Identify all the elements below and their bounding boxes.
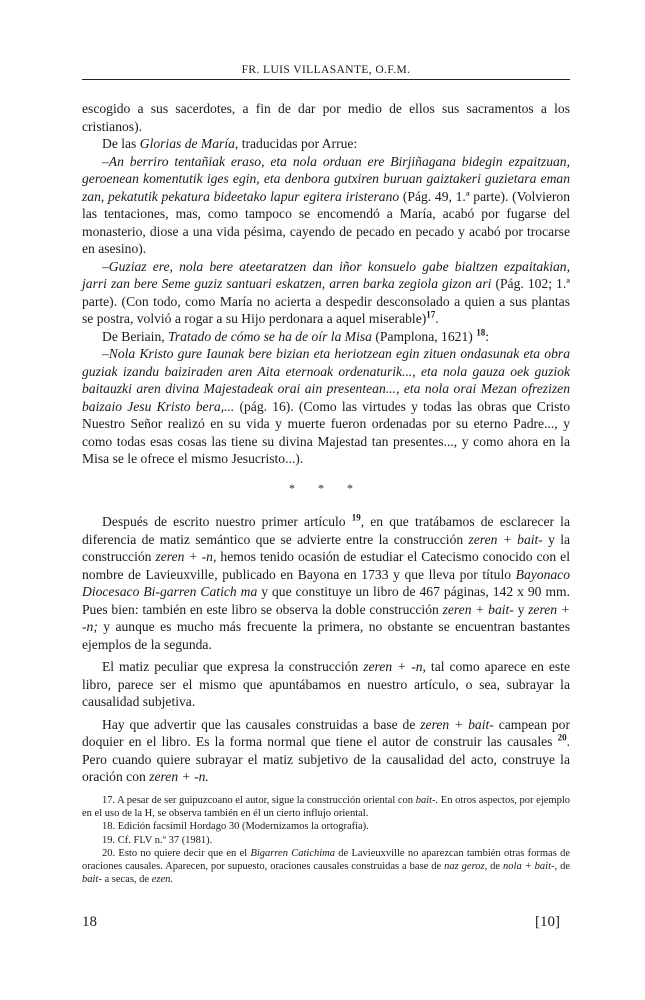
page-number-bracketed: [10]: [535, 914, 560, 930]
paragraph: De las Glorias de María, traducidas por Arrue:: [102, 136, 358, 151]
page-number: 18: [82, 914, 97, 930]
footnote-18: 18. Edición facsímil Hordago 30 (Modernizamos la ortografía).: [102, 821, 369, 833]
section-separator: * * *: [289, 480, 363, 495]
quotation: –Guziaz ere, nola bere ateetaratzen dan iñor konsuelo gabe bialtzen ezpaitakian, jarri zan bere Seme guziz santuari eskatzen, arren barka zegiola gizon ari (Pág. 102; 1.ª parte). (Con todo, como María no acierta a despedir desconsolado a quien a sus plantas se postra, volvió a rogar a su Hijo perdonara a aquel miserable)$^{17}$.: [82, 258, 570, 326]
quotation: –An berriro tentañiak eraso, eta nola orduan ere Birjiñagana bidegin ezpaitzuan, geroenean komentutik iges egin, eta denbora gutxiren buruan gaiztakeri guzietara eman zan, pekatutik pekatura bideetako lapur egitera iristerano (Pág. 49, 1.ª parte). (Volvieron las tentaciones, mas, como tampoco se encomendó a María, acabó por fugarse del monasterio, diose a una vida pésima, cayendo de pecado en pecado y acabó por trocarse en asesino).: [82, 153, 571, 256]
footnote-ref: 18: [476, 326, 486, 337]
quotation: –Nola Kristo gure Iaunak bere bizian eta heriotzean egin zituen ondasunak eta obra guziak izandu baiziraden aren Aita eternoak ordenaturik..., eta nola gauza oek guziok baitauzki aren divina Majestadeak orai ain presentean..., eta nola orai Mezan ofrezizen baizaio Jesu Kristo bera,... (pág. 16). (Como las virtudes y todas las obras que Cristo Nuestro Señor realizó en su vida y muerte fueron ordenadas por su eterno Padre..., y como todas esas cosas las tiene su divina Majestad tan presentes..., y como ahora en la Misa se le ofrece el mismo Jesucristo...).: [82, 346, 571, 466]
running-head: FR. LUIS VILLASANTE, O.F.M.: [82, 64, 570, 80]
footnote-20: 20. Esto no quiere decir que en el Bigarren Catichima de Lavieuxville no aparezcan también otras formas de oraciones causales. Aparecen, por supuesto, oraciones causales construidas a base de naz geroz, de nola + bait-, de bait- a secas, de ezen.: [82, 847, 570, 886]
paragraph: escogido a sus sacerdotes, a fin de dar por medio de ellos sus sacramentos a los cristianos).: [82, 101, 570, 134]
footnotes: [82, 794, 570, 886]
section: [82, 513, 570, 786]
main-text: [82, 100, 570, 786]
footnote-19: 19. Cf. FLV n.º 37 (1981).: [102, 834, 213, 846]
footnote-ref: 19: [351, 512, 361, 523]
footnote-ref: 17: [426, 309, 436, 320]
footnote-ref: 20: [557, 732, 567, 743]
paragraph: Después de escrito nuestro primer artículo $^{19}$, en que tratábamos de esclarecer la diferencia de matiz semántico que se advierte entre la construcción zeren + bait- y la construcción zeren + -n, hemos tenido ocasión de estudiar el Catecismo conocido con el nombre de Lavieuxville, publicado en Bayona en 1733 y que lleva por título Bayonaco Diocesaco Bi-garren Catich ma y que constituye un libro de 467 páginas, 142 x 90 mm. Pues bien: también en este libro se observa la doble construcción zeren + bait- y zeren + -n; y aunque es mucho más frecuente la primera, no obstante se encuentran bastantes ejemplos de la segunda.: [82, 512, 571, 652]
paragraph: El matiz peculiar que expresa la construcción zeren + -n, tal como aparece en este libro, parece ser el mismo que apuntábamos en nuestro artículo, o sea, subrayar la causalidad subjetiva.: [82, 659, 570, 709]
footnote-17: 17. A pesar de ser guipuzcoano el autor, sigue la construcción oriental con bait-. En otros aspectos, por ejemplo en el uso de la H, se observa también en él un cierto influjo oriental.: [82, 795, 570, 820]
page: [82, 64, 570, 786]
paragraph: Hay que advertir que las causales construidas a base de zeren + bait- campean por doquier en el libro. Es la forma normal que tiene el autor de construir las causales $^{20}$. Pero cuando quiere subrayar el matiz subjetivo de la causalidad del acto, construye la oración con zeren + -n.: [82, 716, 570, 784]
paragraph: De Beriain, Tratado de cómo se ha de oír la Misa (Pamplona, 1621) $^{18}$:: [102, 326, 489, 344]
